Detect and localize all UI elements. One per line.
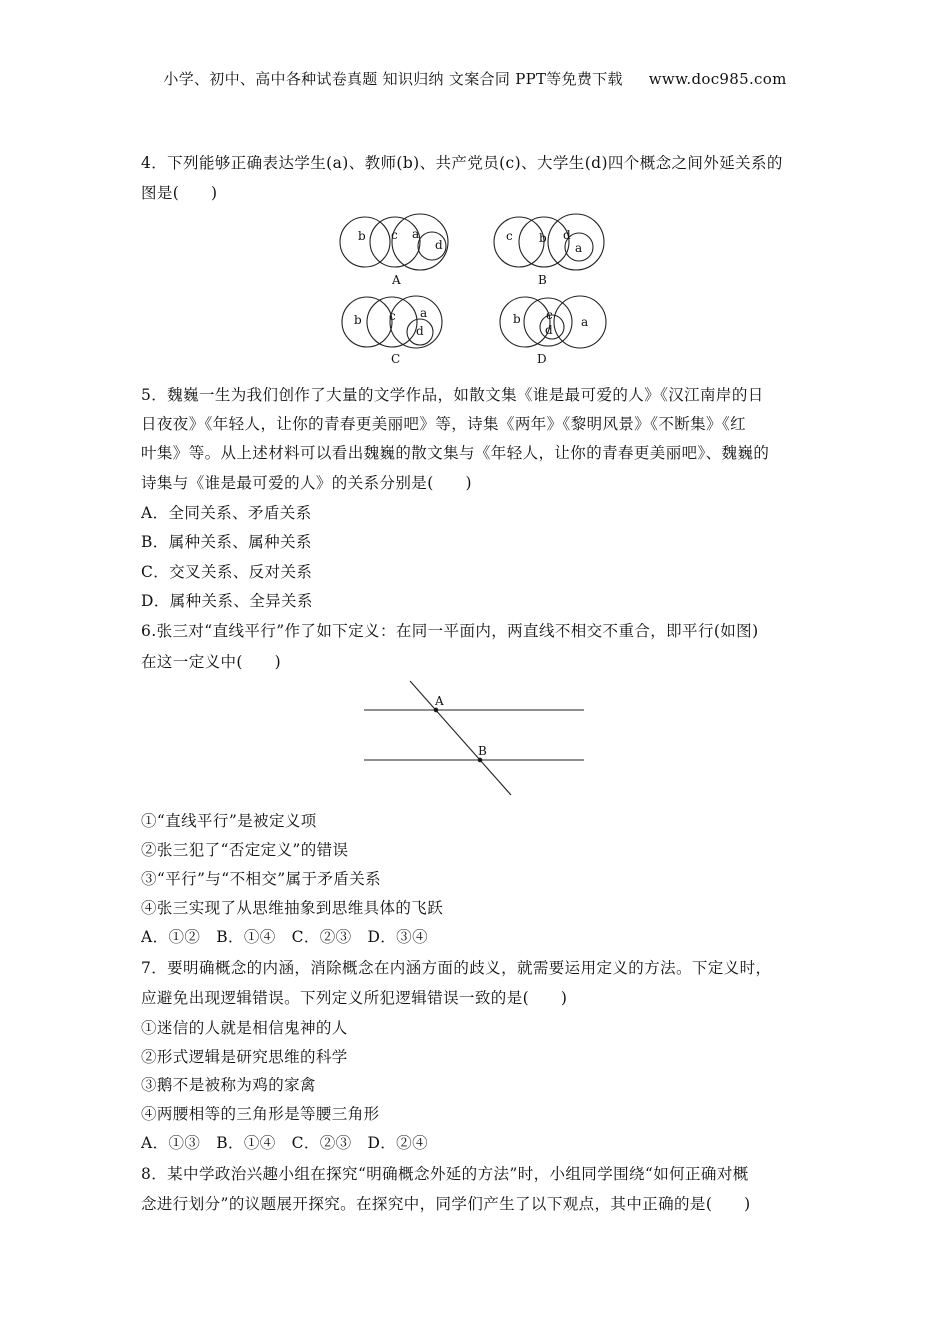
q5-stem-line3: 叶集》等。从上述材料可以看出魏巍的散文集与《年轻人，让你的青春更美丽吧》、魏巍的: [141, 444, 770, 462]
label-c: c: [546, 308, 553, 322]
label-c: c: [506, 229, 513, 243]
q5-stem-line1: 5．魏巍一生为我们创作了大量的文学作品，如散文集《谁是最可爱的人》《汉江南岸的日: [141, 386, 764, 404]
label-a: a: [581, 315, 589, 329]
label-b: b: [354, 313, 362, 327]
circle-a: [554, 296, 606, 348]
point-b-dot: [478, 758, 482, 762]
q7-stem-line1: 7．要明确概念的内涵，消除概念在内涵方面的歧义，就需要运用定义的方法。下定义时，: [141, 959, 772, 977]
label-b: b: [513, 312, 521, 326]
label-c: c: [391, 228, 398, 242]
q7-item-4: ④两腰相等的三角形是等腰三角形: [141, 1105, 380, 1123]
q7-answer-options: A．①③ B．①④ C．②③ D．②④: [141, 1134, 428, 1152]
label-d: d: [563, 228, 571, 242]
label-a: a: [420, 306, 428, 320]
point-b-label: B: [478, 744, 487, 758]
label-b: b: [358, 229, 366, 243]
label-a: a: [412, 227, 420, 241]
q7-item-3: ③鹅不是被称为鸡的家禽: [141, 1076, 316, 1094]
q4-stem-line1: 4．下列能够正确表达学生(a)、教师(b)、共产党员(c)、大学生(d)四个概念之间外延关系的: [141, 154, 783, 172]
label-d: d: [435, 238, 443, 252]
q6-item-1: ①“直线平行”是被定义项: [141, 812, 317, 830]
q5-option-c: C．交叉关系、反对关系: [141, 563, 313, 581]
q6-stem-line1: 6.张三对“直线平行”作了如下定义：在同一平面内，两直线不相交不重合，即平行(如图): [141, 622, 759, 640]
q6-item-3: ③“平行”与“不相交”属于矛盾关系: [141, 870, 381, 888]
q6-stem-line2: 在这一定义中( ): [141, 653, 282, 671]
caption-a: A: [392, 273, 401, 287]
q6-answer-options: A．①② B．①④ C．②③ D．③④: [141, 928, 428, 946]
q5-stem-line2: 日夜夜》《年轻人，让你的青春更美丽吧》等，诗集《两年》《黎明风景》《不断集》《红: [141, 415, 747, 433]
circle-a: [390, 296, 442, 348]
q4-stem-line2: 图是( ): [141, 184, 218, 202]
header-text: 小学、初中、高中各种试卷真题 知识归纳 文案合同 PPT等免费下载: [163, 70, 623, 88]
q7-stem-line2: 应避免出现逻辑错误。下列定义所犯逻辑错误一致的是( ): [141, 989, 568, 1007]
q5-option-b: B．属种关系、属种关系: [141, 533, 312, 551]
q8-stem-line2: 念进行划分”的议题展开探究。在探究中，同学们产生了以下观点，其中正确的是( ): [141, 1195, 751, 1213]
q4-venn-diagram-b: [494, 212, 609, 292]
q5-option-a: A．全同关系、矛盾关系: [141, 504, 312, 522]
q4-venn-diagram-c: [342, 294, 452, 372]
q5-option-d: D．属种关系、全异关系: [141, 592, 313, 610]
q6-item-2: ②张三犯了“否定定义”的错误: [141, 841, 349, 859]
point-a-label: A: [435, 694, 444, 708]
circle-b: [500, 297, 550, 347]
circle-c: [370, 217, 420, 267]
caption-b: B: [538, 273, 547, 287]
caption-c: C: [391, 352, 401, 366]
label-d: d: [545, 323, 553, 337]
label-d: d: [416, 324, 424, 338]
q6-item-4: ④张三实现了从思维抽象到思维具体的飞跃: [141, 899, 444, 917]
label-c: c: [389, 309, 396, 323]
q6-parallel-lines-figure: [360, 678, 590, 800]
caption-d: D: [537, 352, 547, 366]
q4-venn-diagram-a: [340, 212, 450, 292]
q7-item-2: ②形式逻辑是研究思维的科学: [141, 1048, 348, 1066]
point-a-dot: [434, 708, 438, 712]
label-b: b: [539, 231, 547, 245]
page-header: [0, 68, 950, 89]
q7-item-1: ①迷信的人就是相信鬼神的人: [141, 1019, 348, 1037]
header-url: www.doc985.com: [648, 70, 787, 88]
q4-venn-diagram-d: [500, 294, 610, 372]
transversal-line: [410, 681, 511, 795]
label-a: a: [575, 241, 583, 255]
q8-stem-line1: 8．某中学政治兴趣小组在探究“明确概念外延的方法”时，小组同学围绕“如何正确对概: [141, 1165, 749, 1183]
q5-stem-line4: 诗集与《谁是最可爱的人》的关系分别是( ): [141, 474, 472, 492]
